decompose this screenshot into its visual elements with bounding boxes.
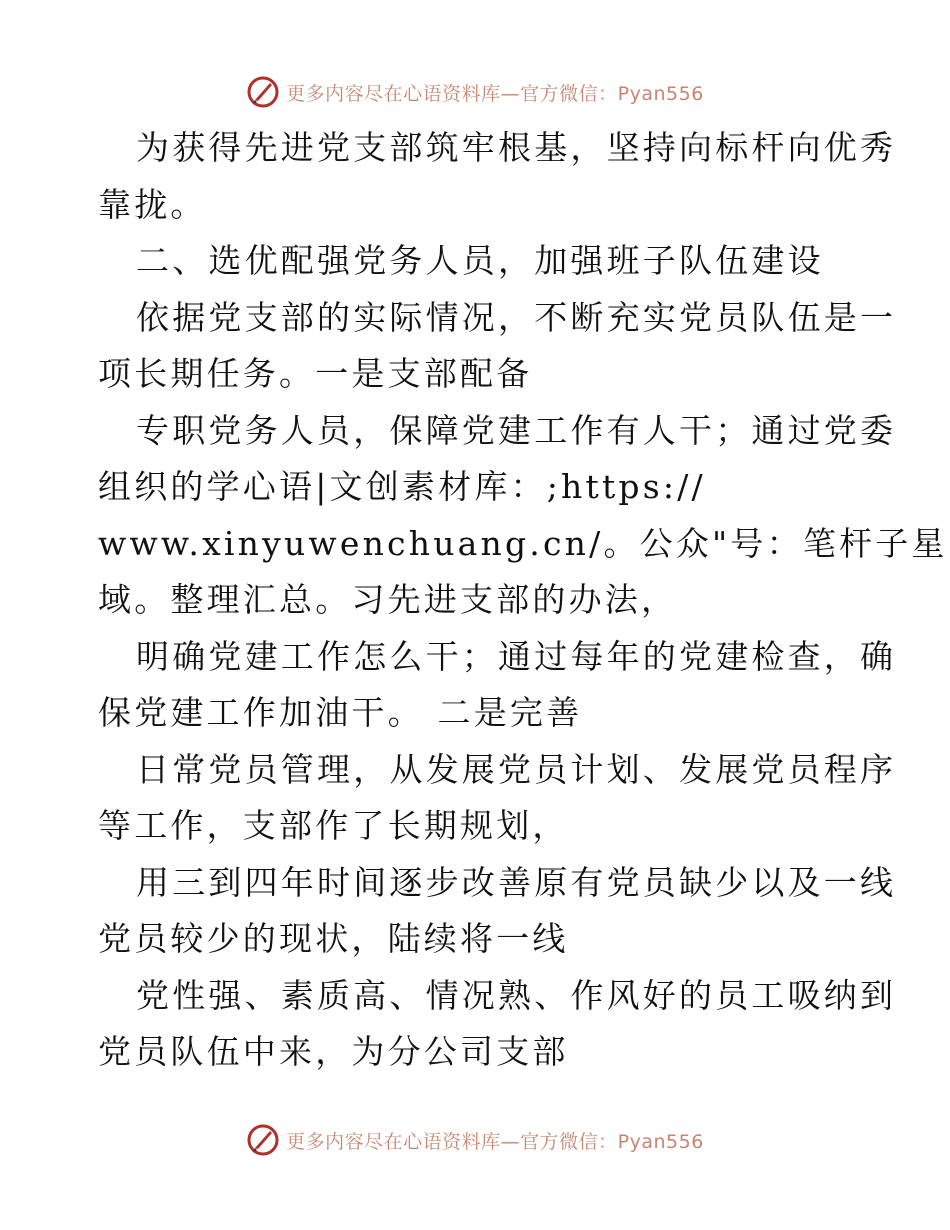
text-line: 党性强、素质高、情况熟、作风好的员工吸纳到 xyxy=(136,975,897,1015)
text-line: 党员较少的现状，陆续将一线 xyxy=(98,919,569,958)
footer-watermark-text: 更多内容尽在心语资料库—官方微信：Pyan556 xyxy=(286,1130,704,1153)
text-line: 为获得先进党支部筑牢根基，坚持向标杆向优秀 xyxy=(136,128,897,167)
text-line: www.xinyuwenchuang.cn/。公众"号：笔杆子星 xyxy=(98,523,948,563)
text-line: 保党建工作加油干。 二是完善 xyxy=(98,693,583,732)
quill-logo-icon xyxy=(246,75,280,109)
text-line: 依据党支部的实际情况，不断充实党员队伍是一 xyxy=(136,297,897,337)
text-line: 项长期任务。一是支部配备 xyxy=(98,354,533,393)
footer-watermark xyxy=(0,1120,950,1160)
text-line: 二、选优配强党务人员，加强班子队伍建设 xyxy=(136,241,824,280)
quill-logo-icon xyxy=(246,1123,280,1157)
text-line: 日常党员管理，从发展党员计划、发展党员程序 xyxy=(136,749,897,789)
text-line: 专职党务人员，保障党建工作有人干；通过党委 xyxy=(136,410,897,450)
text-line: 明确党建工作怎么干；通过每年的党建检查，确 xyxy=(136,636,897,676)
header-watermark xyxy=(0,72,950,112)
text-line: 等工作，支部作了长期规划， xyxy=(98,806,569,845)
text-line: 组织的学心语|文创素材库：;https:// xyxy=(98,467,706,506)
text-line: 党员队伍中来，为分公司支部 xyxy=(98,1032,569,1071)
text-line: 靠拢。 xyxy=(98,184,207,224)
document-body xyxy=(98,120,948,1081)
header-watermark-text: 更多内容尽在心语资料库—官方微信：Pyan556 xyxy=(286,82,704,105)
text-line: 用三到四年时间逐步改善原有党员缺少以及一线 xyxy=(136,862,897,902)
text-line: 域。整理汇总。习先进支部的办法， xyxy=(98,580,678,619)
